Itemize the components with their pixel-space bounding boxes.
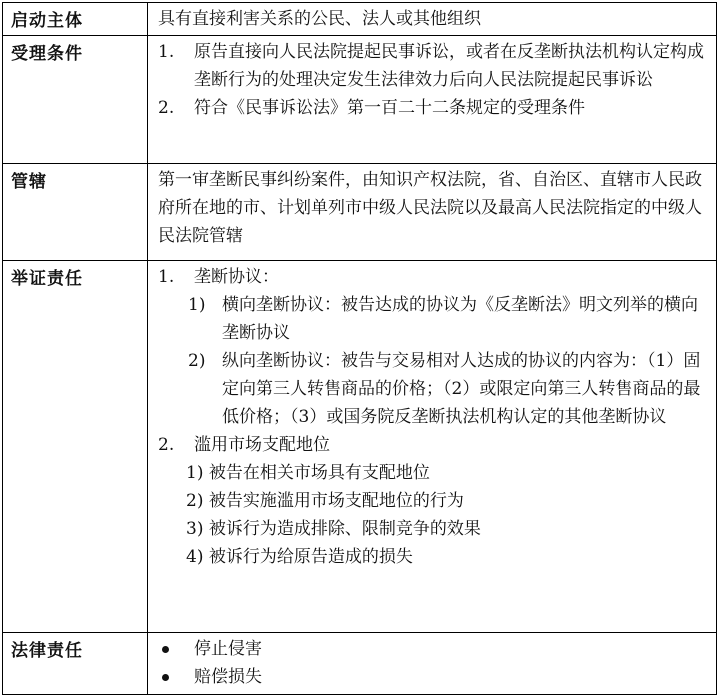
section-title: 滥用市场支配地位 (194, 435, 330, 455)
law-summary-table (2, 2, 717, 695)
section-monopoly-agreement (158, 263, 706, 291)
cell-legal-liability (148, 633, 717, 695)
row-legal-liability (3, 633, 717, 695)
cell-jurisdiction (148, 164, 717, 261)
jurisdiction-text: 第一审垄断民事纠纷案件，由知识产权法院，省、自治区、直辖市人民政府所在地的市、计划单列市中级人民法院以及最高人民法院指定的中级人民法院管辖 (158, 170, 702, 246)
header-burden-of-proof: 举证责任 (3, 261, 148, 633)
dominance-line: 3) 被诉行为造成排除、限制竞争的效果 (186, 519, 481, 539)
liability-text: 停止侵害 (194, 639, 262, 659)
row-acceptance (3, 36, 717, 164)
sub-text: 纵向垄断协议：被告与交易相对人达成的协议的内容为：（1）固定向第三人转售商品的价格；（2）或限定向第三人转售商品的最低价格；（3）或国务院反垄断执法机构认定的其他垄断协议 (222, 351, 701, 427)
item-text: 符合《民事诉讼法》第一百二十二条规定的受理条件 (194, 98, 585, 118)
row-burden-of-proof (3, 261, 717, 633)
header-legal-liability: 法律责任 (3, 633, 148, 695)
liability-text: 赔偿损失 (194, 667, 262, 687)
bullet-icon (162, 674, 169, 681)
initiator-text: 具有直接利害关系的公民、法人或其他组织 (158, 9, 481, 29)
section-dominant-position (158, 431, 706, 459)
dominance-line: 1) 被告在相关市场具有支配地位 (186, 463, 430, 483)
section-number: 2. (158, 435, 175, 455)
row-jurisdiction (3, 164, 717, 261)
acceptance-item (158, 94, 706, 122)
sub-item-vertical (158, 347, 706, 431)
section-title: 垄断协议： (194, 267, 279, 287)
cell-burden-of-proof (148, 261, 717, 633)
header-jurisdiction: 管辖 (3, 164, 148, 261)
row-initiator (3, 3, 717, 36)
item-number: 2. (158, 98, 175, 118)
bullet-icon (162, 646, 169, 653)
liability-item (158, 635, 706, 663)
cell-acceptance (148, 36, 717, 164)
section-number: 1. (158, 267, 175, 287)
sub-number: 1) (188, 295, 206, 315)
item-number: 1. (158, 42, 175, 62)
sub-text: 横向垄断协议：被告达成的协议为《反垄断法》明文列举的横向垄断协议 (222, 295, 698, 343)
item-text: 原告直接向人民法院提起民事诉讼，或者在反垄断执法机构认定构成垄断行为的处理决定发生法律效力后向人民法院提起民事诉讼 (194, 42, 704, 90)
header-acceptance: 受理条件 (3, 36, 148, 164)
sub-number: 2) (188, 351, 206, 371)
cell-initiator (148, 3, 717, 36)
liability-item (158, 663, 706, 691)
dominance-line: 2) 被告实施滥用市场支配地位的行为 (186, 491, 464, 511)
acceptance-item (158, 38, 706, 94)
dominance-line: 4) 被诉行为给原告造成的损失 (186, 547, 413, 567)
header-initiator: 启动主体 (3, 3, 148, 36)
sub-item-horizontal (158, 291, 706, 347)
